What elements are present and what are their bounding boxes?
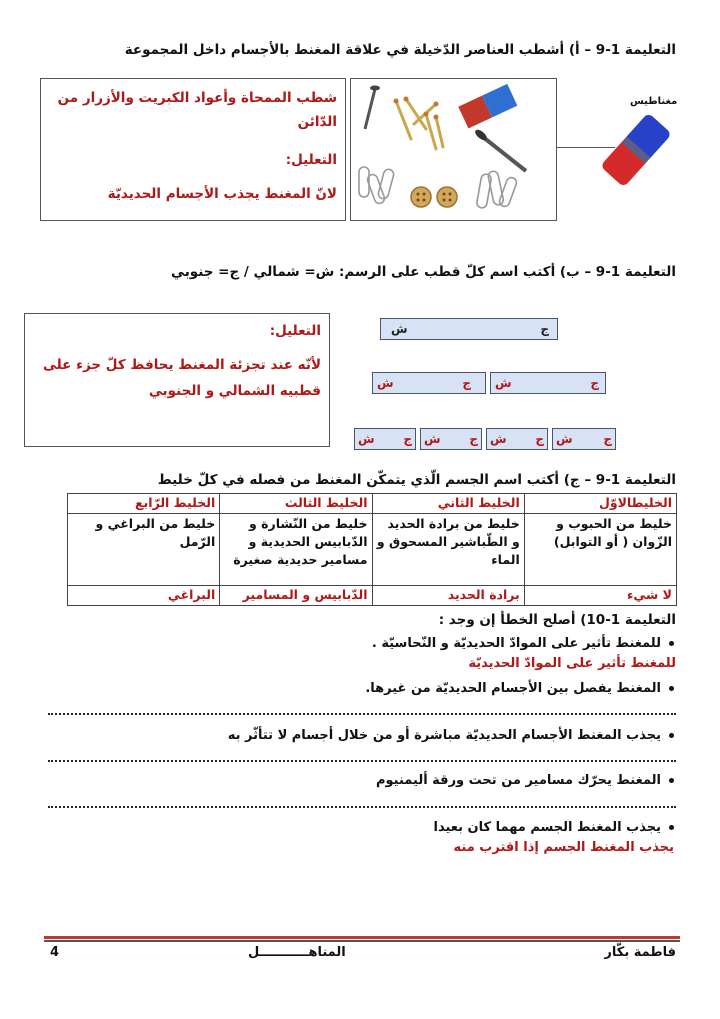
footer-rule-red (44, 936, 680, 939)
statement-text: يجذب المغنط الجسم مهما كان بعيدا (433, 820, 661, 835)
instruction-1-title: التعليمة 1-9 – أ) أشطب العناصر الدّخيلة في علاقة المغنط بالأجسام داخل المجموعة (124, 42, 676, 58)
paperclips-right-icon (476, 170, 518, 208)
correction-2: يجذب المغنط الجسم إذا اقترب منه (453, 840, 674, 855)
pole-south: ج (403, 432, 412, 446)
matchsticks-icon (396, 99, 443, 149)
pole-south: ج (535, 432, 544, 446)
answer-box-2 (24, 313, 330, 447)
footer-author: فاطمة بكّار (604, 945, 676, 960)
magnet-label: مغناطيس (630, 96, 678, 107)
table-answer-row (68, 586, 677, 606)
reason-2-label: التعليل: (269, 323, 321, 339)
pole-south: ج (540, 322, 549, 336)
pole-south: ج (603, 432, 612, 446)
reason-1-label: التعليل: (285, 152, 337, 168)
paperclips-left-icon (359, 167, 395, 205)
pole-north: ش (358, 432, 375, 446)
reason-2-text: لأنّه عند تجزئة المغنط يحافظ كلّ جزء على قطبيه الشمالي و الجنوبي (42, 357, 321, 400)
big-nail-icon (473, 128, 526, 171)
eraser-icon (458, 84, 517, 129)
instruction-2-title: التعليمة 1-9 – ب) أكتب اسم كلّ قطب على الرسم: ش= شمالي / ج= جنوبي (171, 264, 676, 280)
magnet-bar-whole (380, 318, 558, 340)
objects-illustration (351, 79, 555, 219)
table-cell: خليط من النّشارة و الدّبابيس الحديدية و مسامير حديدية صغيرة (220, 514, 372, 586)
bullet-icon (669, 825, 674, 830)
statement-text: للمغنط تأثير على الموادّ الحديديّة و النّحاسيّة . (371, 636, 661, 651)
buttons-icon (411, 187, 457, 207)
magnet-bar-quarter-4 (354, 428, 416, 450)
mixtures-table (67, 493, 677, 606)
reason-1-text: لانّ المغنط يجذب الأجسام الحديديّة (107, 186, 337, 202)
table-header: الخليط الثالث (220, 494, 372, 514)
footer-rule-dark (44, 940, 680, 942)
magnet-bar-quarter-2 (486, 428, 548, 450)
table-header: الخليط الرّابع (68, 494, 220, 514)
statement-4 (376, 773, 674, 788)
answer-dotted-line (48, 713, 676, 715)
table-header: الخليطالاوّل (524, 494, 676, 514)
answer-dotted-line (48, 760, 676, 762)
statement-1 (372, 636, 674, 651)
instruction-3-title: التعليمة 1-9 – ج) أكتب اسم الجسم الّذي يتمكّن المغنط من فصله في كلّ خليط (157, 472, 676, 488)
objects-picture (350, 78, 557, 221)
statement-3 (228, 728, 674, 743)
correction-1: للمغنط تأثير على الموادّ الحديديّة (468, 656, 676, 671)
page-number: 4 (50, 945, 60, 960)
answer-box-1 (40, 78, 346, 221)
table-cell: خليط من البراغي و الرّمل (68, 514, 220, 586)
magnet-bar-half-2 (372, 372, 486, 394)
pole-north: ش (490, 432, 507, 446)
statement-text: المغنط يحرّك مسامير من تحت ورقة أليمنيوم (376, 773, 661, 788)
magnet-bar-quarter-3 (420, 428, 482, 450)
pole-south: ج (590, 376, 599, 390)
statement-2 (365, 681, 674, 696)
bullet-icon (669, 778, 674, 783)
magnet-bar-quarter-1 (552, 428, 616, 450)
table-cell: خليط من برادة الحديد و الطّباشير المسحوق و الماء (372, 514, 524, 586)
pole-south: ج (469, 432, 478, 446)
table-header-row (68, 494, 677, 514)
table-header: الخليط الثاني (372, 494, 524, 514)
pole-north: ش (556, 432, 573, 446)
pole-north: ش (377, 376, 394, 390)
statement-text: المغنط يفصل بين الأجسام الحديديّة من غيرها. (365, 681, 661, 696)
instruction-4-title: التعليمة 1-10) أصلح الخطأ إن وجد : (438, 612, 676, 628)
bullet-icon (669, 686, 674, 691)
table-answer-cell: الدّبابيس و المسامير (220, 586, 372, 606)
statement-text: يجذب المغنط الأجسام الحديديّة مباشرة أو من خلال أجسام لا تتأثّر به (227, 728, 661, 743)
table-cell: خليط من الحبوب و الزّوان ( أو التوابل) (524, 514, 676, 586)
pole-south: ج (462, 376, 471, 390)
footer-subject: المناهـــــــــــل (248, 945, 346, 960)
bullet-icon (669, 641, 674, 646)
magnet-icon (596, 108, 678, 192)
statement-5 (434, 820, 674, 835)
table-row (68, 514, 677, 586)
answer-dotted-line (48, 806, 676, 808)
pole-north: ش (391, 322, 408, 336)
table-answer-cell: البراغي (68, 586, 220, 606)
answer-1-text: شطب الممحاة وأعواد الكبريت والأزرار من الدّائن (57, 90, 337, 130)
pole-north: ش (495, 376, 512, 390)
table-answer-cell: برادة الحديد (372, 586, 524, 606)
pole-north: ش (424, 432, 441, 446)
bullet-icon (669, 733, 674, 738)
magnet-pointer-line (557, 147, 615, 148)
nail-icon (365, 86, 380, 130)
magnet-bar-half-1 (490, 372, 606, 394)
table-answer-cell: لا شيء (524, 586, 676, 606)
